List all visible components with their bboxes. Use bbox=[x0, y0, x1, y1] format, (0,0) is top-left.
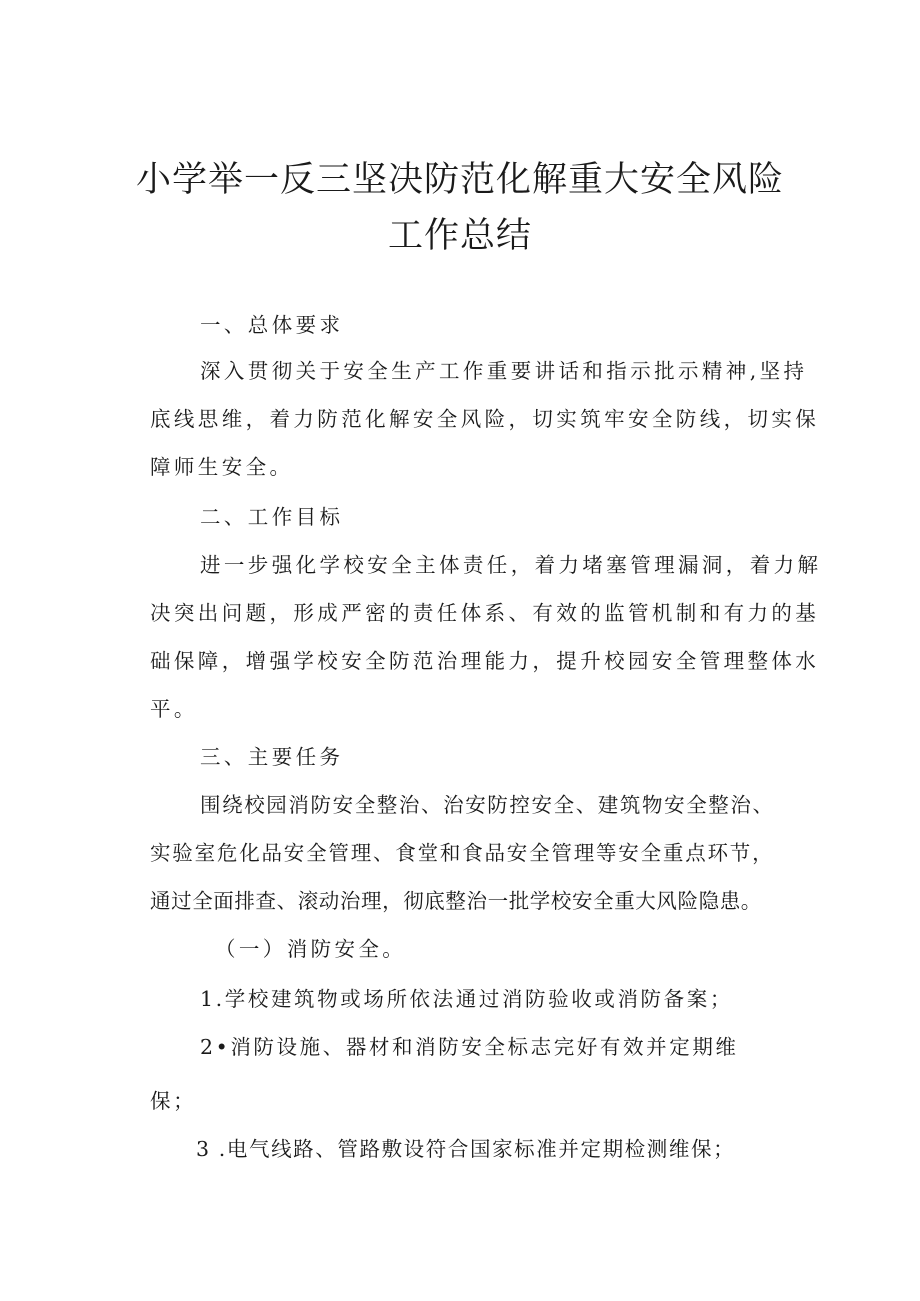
list-item: 1.学校建筑物或场所依法通过消防验收或消防备案； bbox=[200, 987, 733, 1011]
subsection-heading: （一）消防安全。 bbox=[215, 937, 407, 961]
document-title-line-2: 工作总结 bbox=[387, 216, 532, 256]
paragraph-line: 围绕校园消防安全整治、治安防控安全、建筑物安全整治、 bbox=[200, 793, 775, 817]
section-heading-2: 二、工作目标 bbox=[200, 505, 344, 529]
paragraph-line: 决突出问题，形成严密的责任体系、有效的监管机制和有力的基 bbox=[150, 601, 820, 625]
paragraph-line: 通过全面排查、滚动治理，彻底整治一批学校安全重大风险隐患。 bbox=[150, 889, 762, 913]
paragraph-line: 平。 bbox=[150, 697, 198, 721]
list-item: 3 .电气线路、管路敷设符合国家标准并定期检测维保； bbox=[196, 1137, 736, 1161]
paragraph-line: 深入贯彻关于安全生产工作重要讲话和指示批示精神,坚持 bbox=[200, 359, 808, 383]
section-heading-3: 三、主要任务 bbox=[200, 745, 344, 769]
list-item: 保； bbox=[150, 1089, 197, 1113]
section-heading-1: 一、总体要求 bbox=[200, 313, 344, 337]
paragraph-line: 障师生安全。 bbox=[150, 455, 294, 479]
list-item: 2•消防设施、器材和消防安全标志完好有效并定期维 bbox=[200, 1035, 739, 1059]
paragraph-line: 底线思维，着力防范化解安全风险，切实筑牢安全防线，切实保 bbox=[150, 407, 820, 431]
document-title-line-1: 小学举一反三坚决防范化解重大安全风险 bbox=[135, 160, 784, 200]
paragraph-line: 进一步强化学校安全主体责任，着力堵塞管理漏洞，着力解 bbox=[200, 553, 822, 577]
paragraph-line: 实验室危化品安全管理、食堂和食品安全管理等安全重点环节， bbox=[150, 841, 775, 865]
paragraph-line: 础保障，增强学校安全防范治理能力，提升校园安全管理整体水 bbox=[150, 649, 820, 673]
